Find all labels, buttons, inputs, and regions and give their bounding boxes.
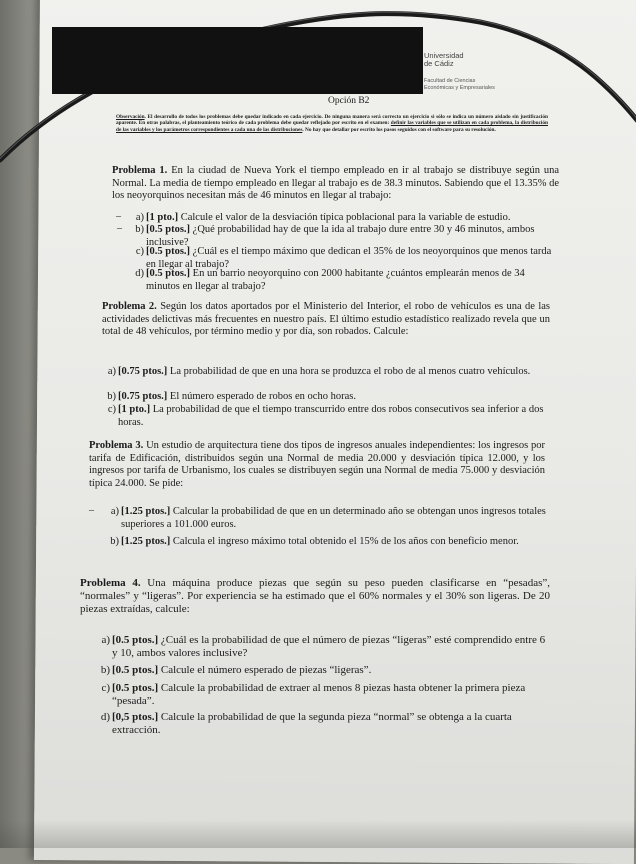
item-points: [0.75 ptos.] [118,366,168,377]
observation-text-b: . No hay que detallar por escrito los pasos seguidos con el software para su resolución. [302,126,496,133]
item-letter: b) [100,664,110,676]
problem-3-title: Problema 3. [89,440,144,451]
problem-4-item-a [101,634,552,660]
item-text: Calcule la probabilidad de que la segunda pieza “normal” se obtenga a la cuarta extracción. [112,711,512,736]
problem-2-statement [102,301,550,339]
item-letter: b) [110,536,119,547]
item-points: [1.25 ptos.] [121,536,171,547]
item-points: [0.5 ptos.] [146,246,191,257]
item-text: Calcule el valor de la desviación típica poblacional para la variable de estudio. [178,212,511,223]
pen-mark: – [89,505,94,516]
item-points: [1 pto.] [118,404,151,415]
problem-3-item-a [110,506,547,531]
item-text: ¿Cuál es el tiempo máximo que dedican el 35% de los neoyorquinos que menos tarda en llegar al trabajo? [146,246,552,270]
item-text: ¿Cuál es la probabilidad de que el número de piezas “ligeras” esté comprendido entre 6 y 10, ambos valores inclusive? [112,634,546,659]
university-line-2: de Cádiz [424,59,454,68]
problem-1-statement [112,165,559,203]
problem-2-title: Problema 2. [102,301,157,312]
item-points: [0.5 ptos.] [112,634,159,646]
pen-mark: – [116,211,121,222]
item-letter: b) [107,391,116,402]
item-points: [0.5 ptos.] [146,224,191,235]
item-points: [0.5 ptos.] [112,664,159,676]
item-text: Calcule la probabilidad de extraer al menos 8 piezas hasta obtener la primera pieza “pesada”. [112,682,526,707]
item-letter: b) [135,224,144,235]
problem-4-item-d [100,711,552,737]
observation-underlined: definir las variables que se utilizan en cada problema, la distribución de las variables y los parámetros correspondientes a cada una de las distribuciones [116,120,549,133]
shadow-overlay [0,820,636,848]
faculty-line-1: Facultad de Ciencias [424,78,476,84]
problem-2-item-b [107,391,546,404]
item-letter: c) [107,404,116,415]
item-text: Calcula el ingreso máximo total obtenido el 15% de los años con beneficio menor. [170,536,519,547]
problem-2-item-a [107,366,546,379]
item-letter: a) [101,634,110,646]
item-text: La probabilidad de que en una hora se produzca el robo de al menos cuatro vehículos. [167,366,531,377]
exam-option: Opción B2 [328,96,370,106]
university-line-1: Universidad [424,51,464,60]
item-text: En un barrio neoyorquino con 2000 habitante ¿cuántos emplearán menos de 34 minutos en llegar al trabajo? [146,268,525,292]
item-text: El número esperado de robos en ocho horas. [167,391,356,402]
observation-title: Observación [116,114,145,120]
problem-4-text: Una máquina produce piezas que según su peso pueden clasificarse en “pesadas”, “normales” y “ligeras”. Por experiencia se ha estimado que el 60% normales y el 30% son ligeras. De 20 piezas extraídas, calcule: [80,577,550,615]
observation-note [116,114,548,133]
problem-3-statement [89,440,545,490]
item-letter: a) [110,506,119,517]
problem-4-title: Problema 4. [80,577,141,589]
item-points: [0,5 ptos.] [112,711,159,723]
faculty-name [424,78,495,91]
problem-3-item-b [110,536,547,549]
university-name [424,52,464,68]
problem-3-text: Un estudio de arquitectura tiene dos tipos de ingresos anuales independientes: los ingresos por tarifa de Edificación, distribuidos según una Normal de media 20.000 y desviación típica 12.000, y los ingresos por tarifa de Urbanismo, los cuales se distribuyen según una Normal de media 75.000 y desviación típica 24.000. Se pide: [89,440,545,489]
faculty-line-2: Económicas y Empresariales [424,84,495,91]
problem-1-item-d [135,268,558,293]
observation-text-a: . El desarrollo de todos los problemas debe quedar indicado en cada ejercicio. De ninguna manera será correcto un ejercicio si sólo se indica un número aislado sin justificación aparente. En otras palabras, el planteamiento teórico de cada problema debe quedar reflejado por escrito en el examen: [116,114,548,127]
problem-1-title: Problema 1. [112,165,168,176]
problem-2-text: Según los datos aportados por el Ministerio del Interior, el robo de vehículos es una de las actividades delictivas más frecuentes en nuestro país. El último estudio estadístico realizado revela que un total de 48 vehículos, por término medio y por día, son robados. Calcule: [102,301,550,337]
item-points: [1.25 ptos.] [121,506,171,517]
item-text: Calcular la probabilidad de que en un determinado año se obtengan unos ingresos totales superiores a 101.000 euros. [121,506,546,530]
problem-1-text: En la ciudad de Nueva York el tiempo empleado en ir al trabajo se distribuye según una Normal. La media de tiempo empleado en llegar al trabajo es de 38.3 minutos. Sabiendo que el 13.35% de los neoyorquinos necesitan más de 46 minutos en llegar al trabajo: [112,165,559,201]
item-points: [0.5 ptos.] [112,682,159,694]
pen-mark: – [117,223,122,234]
item-points: [0.5 ptos.] [146,268,191,279]
item-letter: d) [135,268,144,279]
problem-1-item-a [135,212,558,225]
item-letter: a) [135,212,144,223]
item-points: [0.75 ptos.] [118,391,168,402]
item-text: Calcule el número esperado de piezas “ligeras”. [158,664,372,676]
item-text: ¿Qué probabilidad hay de que la ida al trabajo dure entre 30 y 46 minutos, ambos inclusive? [146,224,535,248]
item-text: La probabilidad de que el tiempo transcurrido entre dos robos consecutivos sea inferior a dos horas. [118,404,544,428]
item-letter: d) [100,711,110,723]
item-letter: a) [107,366,116,377]
item-letter: c) [101,682,110,694]
item-letter: c) [135,246,144,257]
problem-4-item-c [101,682,552,708]
problem-4-item-b [100,664,552,677]
problem-2-item-c [107,404,546,429]
item-points: [1 pto.] [146,212,179,223]
redaction-block [52,27,423,94]
problem-4-statement [80,577,550,616]
